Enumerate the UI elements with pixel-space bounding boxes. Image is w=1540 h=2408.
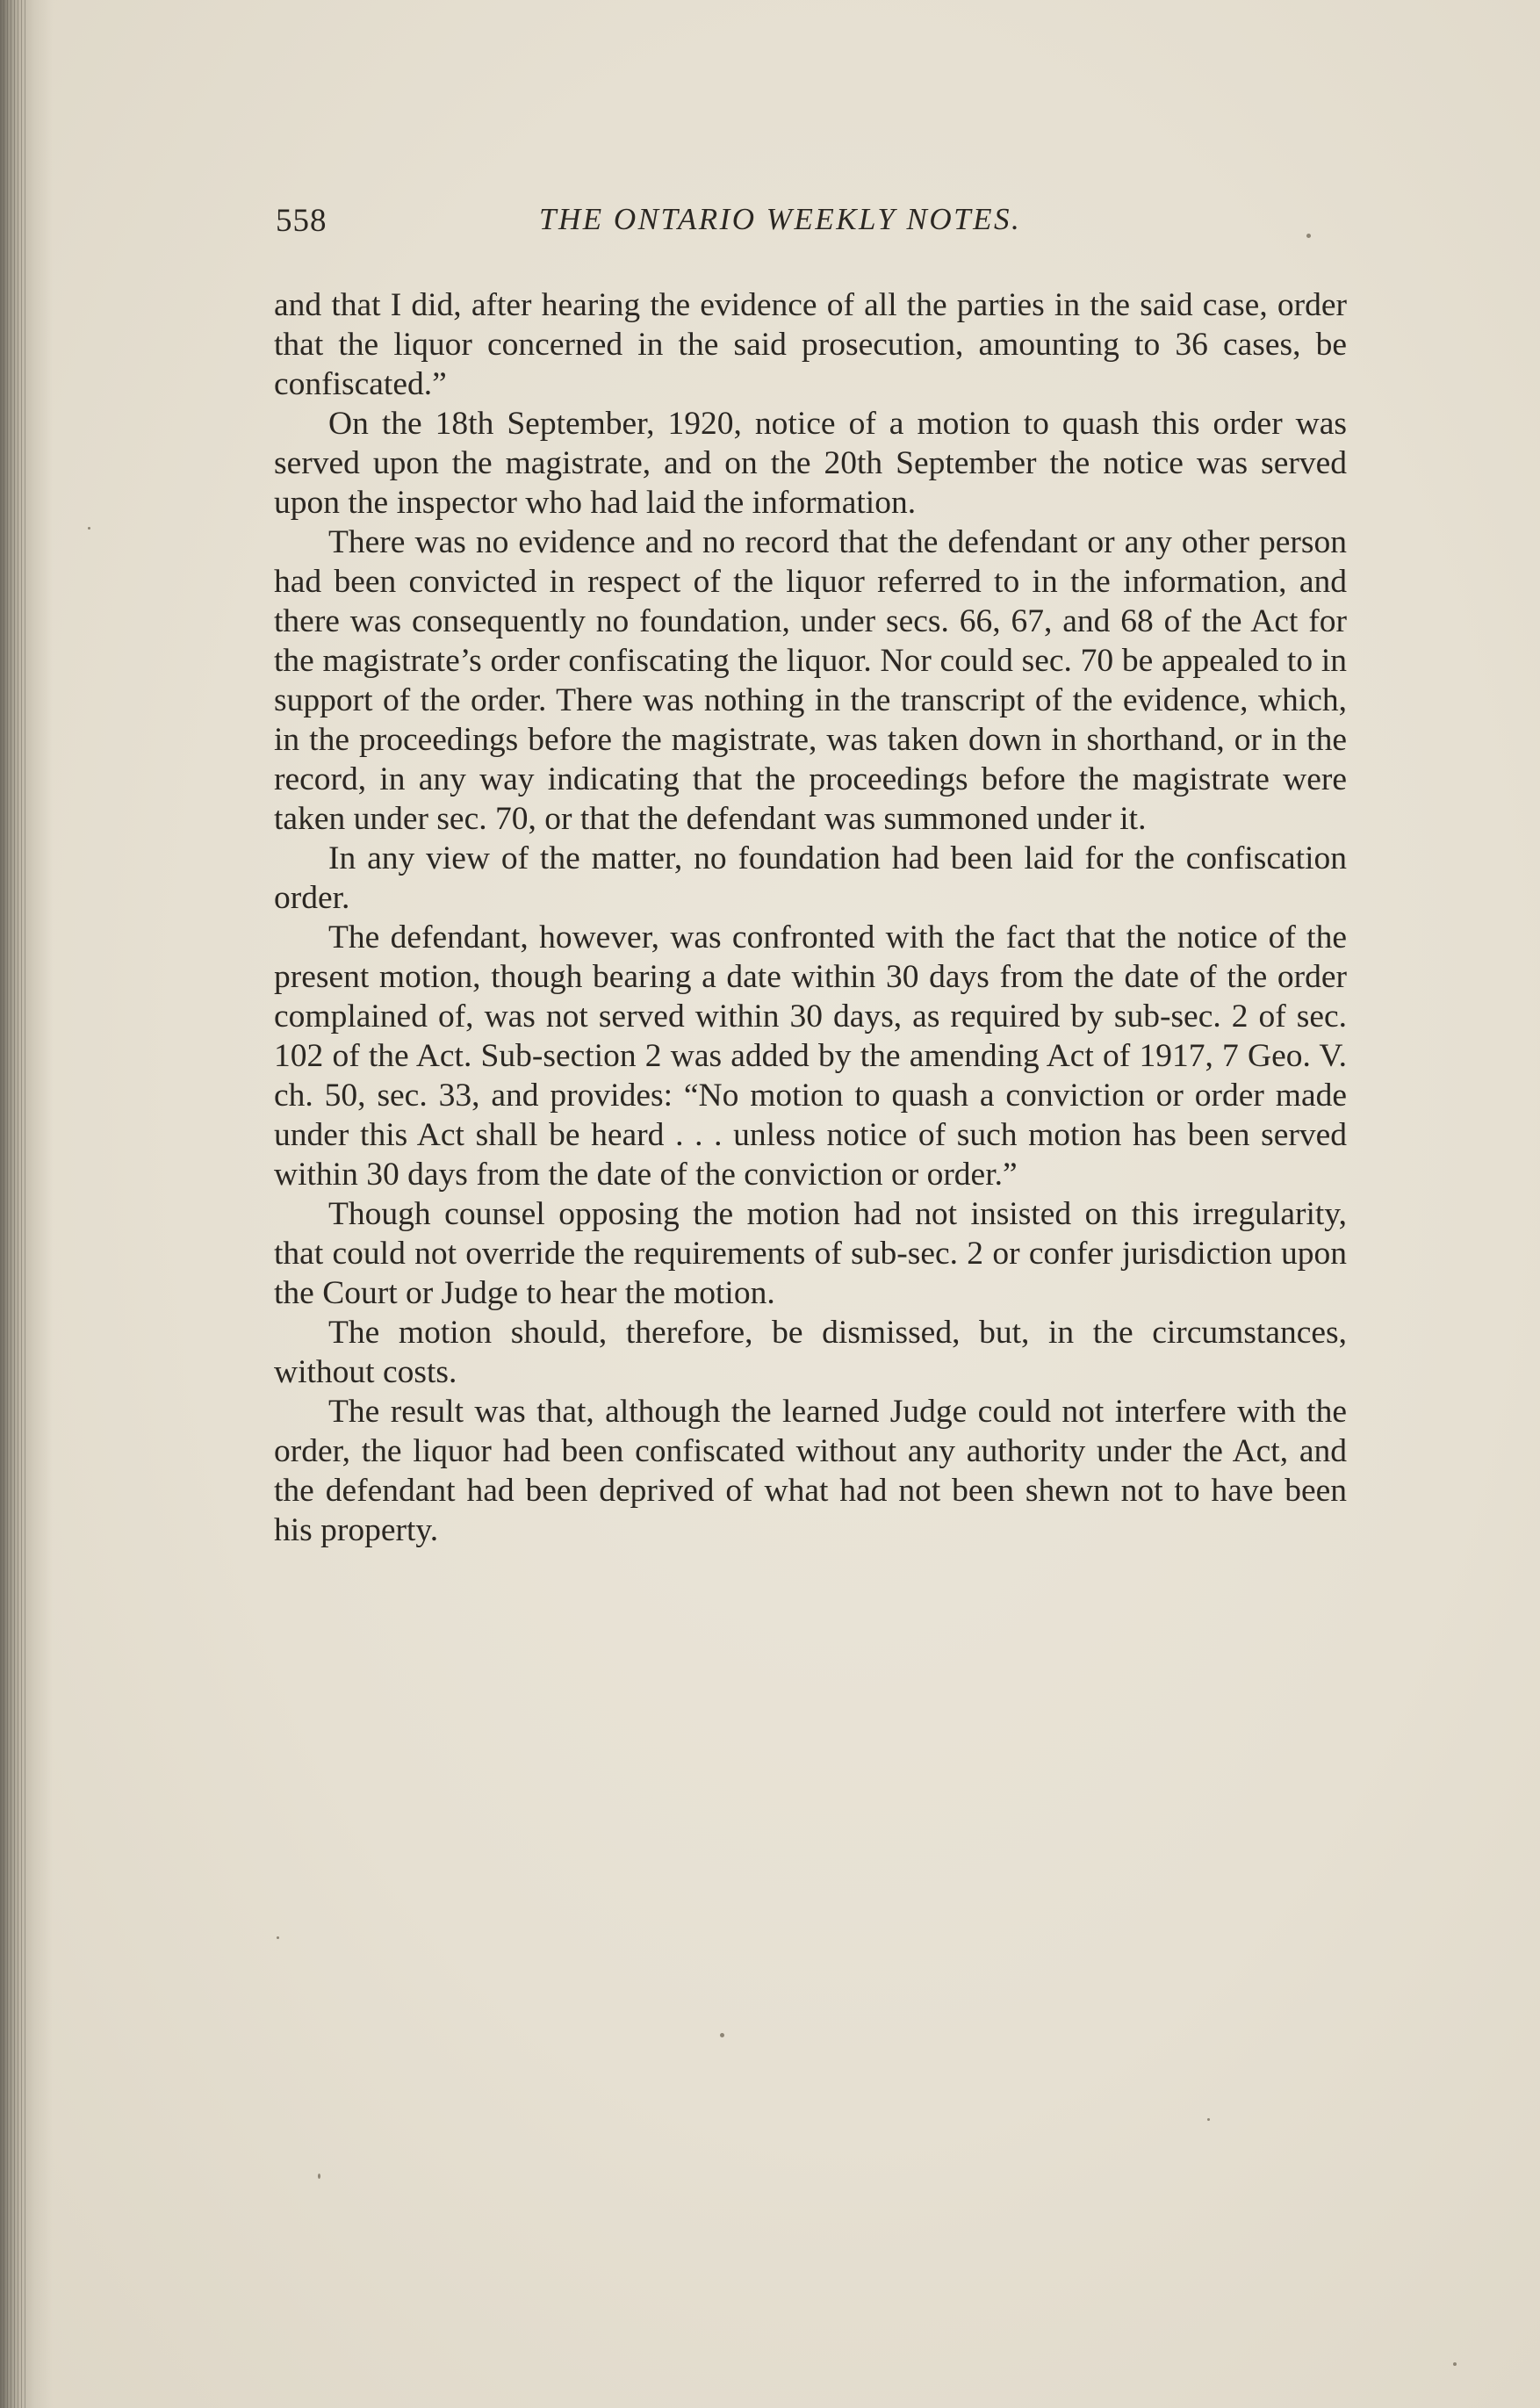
body-text xyxy=(274,285,1347,1550)
paragraph-8: The result was that, although the learned Judge could not interfere with the order, the liquor had been confiscated without any authority under the Act, and the defendant had been deprived of what had not been shewn not to have been his property. xyxy=(274,1394,1347,1548)
paragraph-5: The defendant, however, was confronted with the fact that the notice of the present motion, though bearing a date within 30 days from the date of the order complained of, was not served within 30 days, as required by sub-sec. 2 of sec. 102 of the Act. Sub-section 2 was added by the amending Act of 1917, 7 Geo. V. ch. 50, sec. 33, and provides: “No motion to quash a conviction or order made under this Act shall be heard . . . unless notice of such motion has been served within 30 days from the date of the conviction or order.” xyxy=(274,919,1347,1193)
speck xyxy=(720,2033,724,2037)
speck xyxy=(1306,234,1311,238)
page-edges xyxy=(4,0,26,2408)
speck xyxy=(318,2174,320,2179)
paragraph-2: On the 18th September, 1920, notice of a motion to quash this order was served upon the magistrate, and on the 20th September the notice was served upon the inspector who had laid the information. xyxy=(274,406,1347,521)
paragraph-3: There was no evidence and no record that the defendant or any other person had been convicted in respect of the liquor referred to in the information, and there was consequently no foundation, under secs. 66, 67, and 68 of the Act for the magistrate’s order confiscating the liquor. Nor could sec. 70 be appealed to in support of the order. There was nothing in the transcript of the evidence, which, in the proceedings before the magistrate, was taken down in shorthand, or in the record, in any way indicating that the proceedings before the magistrate were taken under sec. 70, or that the defendant was summoned under it. xyxy=(274,524,1347,837)
book-spine-edge xyxy=(0,0,53,2408)
paragraph-1: and that I did, after hearing the evidence of all the parties in the said case, order that the liquor concerned in the said prosecution, amounting to 36 cases, be confiscated.” xyxy=(274,287,1347,402)
speck xyxy=(1207,2118,1210,2121)
page-header xyxy=(276,202,1347,255)
speck xyxy=(88,527,90,530)
speck xyxy=(1453,2362,1457,2366)
page-number: 558 xyxy=(276,203,327,239)
running-head: THE ONTARIO WEEKLY NOTES. xyxy=(539,202,1022,236)
paragraph-6: Though counsel opposing the motion had not insisted on this irregularity, that could not override the requirements of sub-sec. 2 or confer jurisdiction upon the Court or Judge to hear the motion. xyxy=(274,1196,1347,1311)
paragraph-7: The motion should, therefore, be dismissed, but, in the circumstances, without costs. xyxy=(274,1315,1347,1390)
speck xyxy=(277,1936,279,1939)
paragraph-4: In any view of the matter, no foundation had been laid for the confiscation order. xyxy=(274,840,1347,916)
